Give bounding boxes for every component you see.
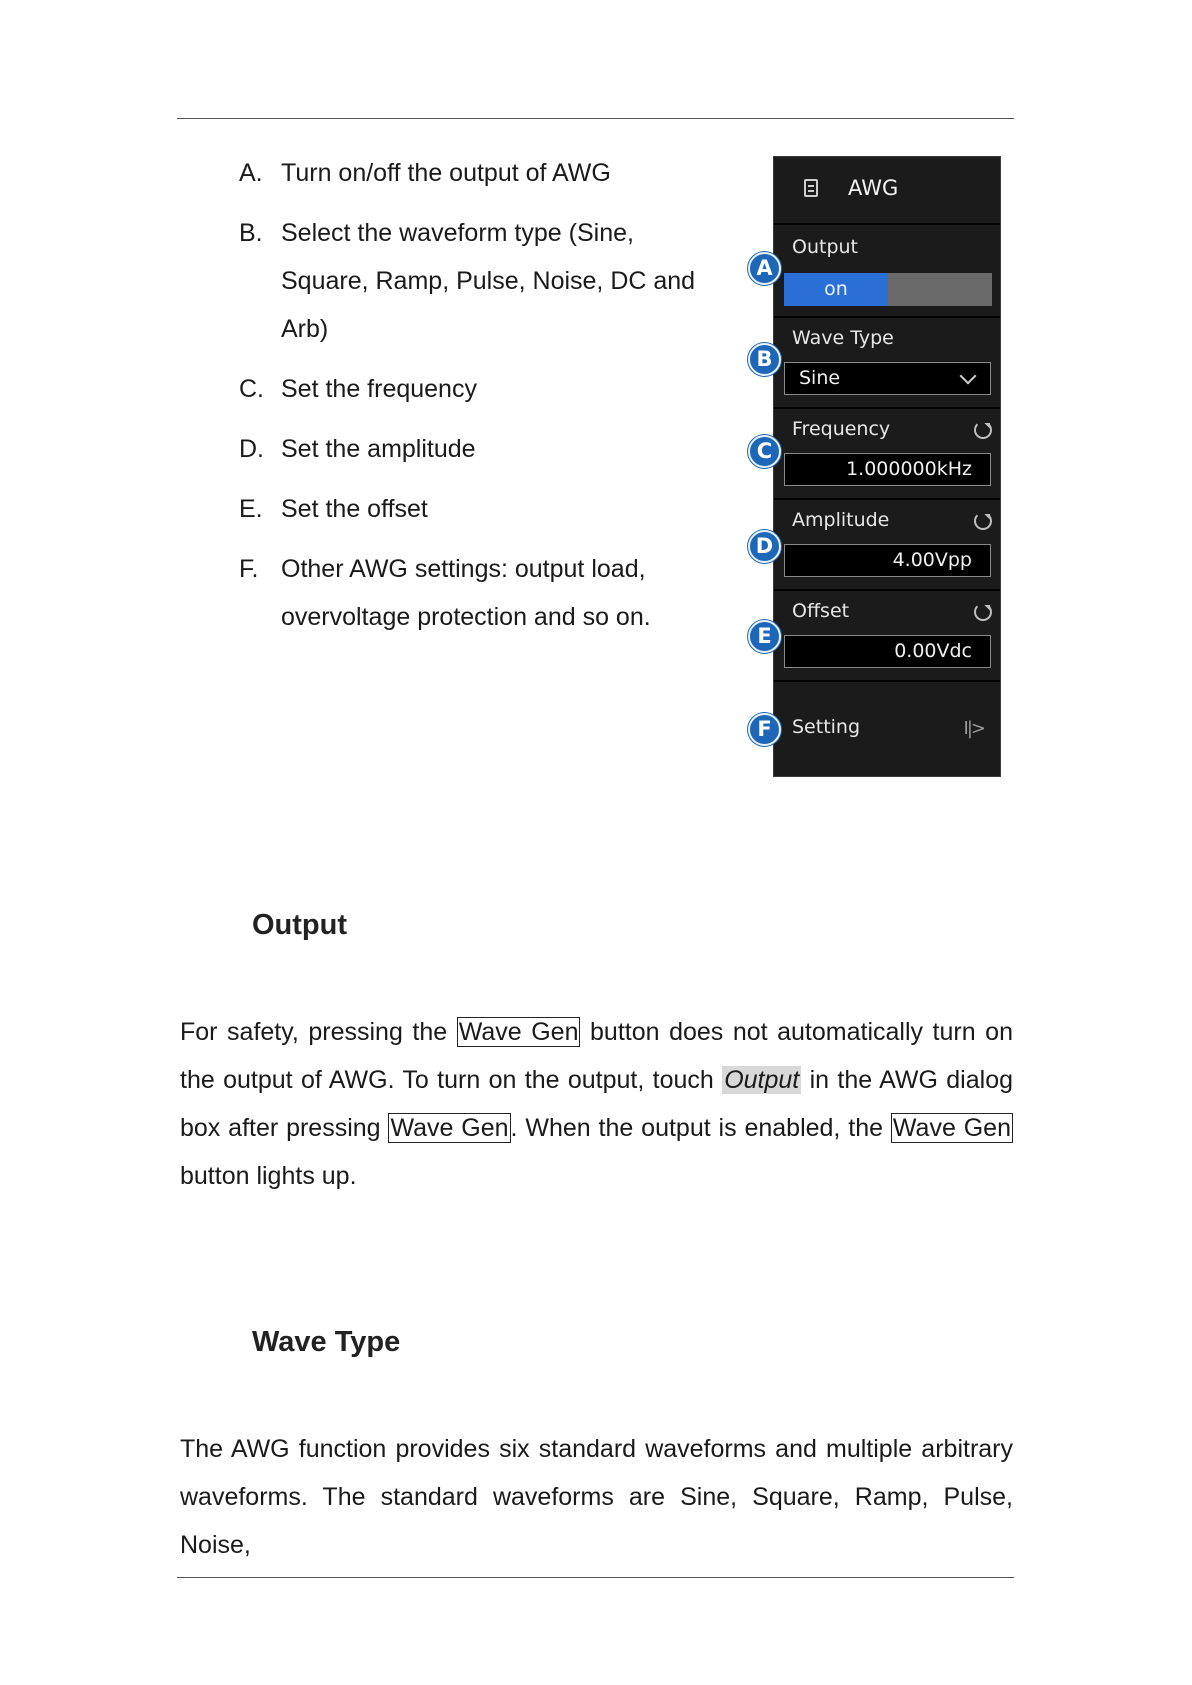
list-text: Turn on/off the output of AWG — [281, 159, 611, 187]
knob-rotate-icon — [974, 603, 992, 621]
list-letter: A. — [239, 159, 263, 187]
list-text: Set the offset — [281, 495, 428, 523]
amplitude-section — [774, 498, 1000, 591]
list-letter: C. — [239, 375, 264, 403]
wave-gen-key: Wave Gen — [390, 1114, 509, 1142]
list-text: Set the frequency — [281, 375, 477, 403]
offset-section — [774, 589, 1000, 682]
amplitude-label: Amplitude — [792, 509, 890, 531]
awg-dialog — [773, 156, 1001, 777]
frequency-input[interactable] — [784, 453, 991, 486]
offset-value: 0.00Vdc — [894, 640, 972, 662]
list-letter: F. — [239, 555, 259, 583]
offset-label: Offset — [792, 600, 850, 622]
wave-type-select[interactable] — [784, 362, 991, 395]
list-text: Other AWG settings: output load, overvoltage protection and so on. — [281, 555, 651, 631]
awg-dialog-header — [774, 157, 1000, 225]
list-letter: B. — [239, 219, 263, 247]
list-item-f — [239, 545, 699, 641]
list-item-b — [239, 209, 699, 353]
wave-type-heading: Wave Type — [252, 1326, 401, 1358]
output-label: Output — [792, 236, 858, 258]
output-paragraph — [180, 1008, 1013, 1200]
callout-a-badge: A — [748, 252, 781, 285]
callout-d-badge: D — [748, 530, 781, 563]
amplitude-input[interactable] — [784, 544, 991, 577]
output-soft-key: Output — [724, 1066, 800, 1094]
frequency-value: 1.000000kHz — [846, 458, 972, 480]
document-icon — [804, 179, 818, 197]
output-toggle-on: on — [784, 273, 888, 306]
callout-c-badge: C — [748, 435, 781, 468]
wave-gen-key: Wave Gen — [458, 1018, 579, 1046]
setting-item[interactable] — [774, 680, 1000, 773]
paragraph-text: . When the output is enabled, the — [510, 1114, 891, 1142]
callout-b-badge: B — [748, 343, 781, 376]
knob-rotate-icon — [974, 421, 992, 439]
awg-dialog-title: AWG — [848, 176, 899, 200]
list-item-a — [239, 149, 699, 197]
list-letter: D. — [239, 435, 264, 463]
frequency-section — [774, 407, 1000, 500]
submenu-arrow-icon: I|> — [963, 718, 984, 739]
offset-input[interactable] — [784, 635, 991, 668]
list-item-c — [239, 365, 699, 413]
wave-type-section — [774, 316, 1000, 409]
wave-gen-key: Wave Gen — [892, 1114, 1011, 1142]
output-heading: Output — [252, 909, 348, 941]
wave-type-label: Wave Type — [792, 327, 894, 349]
footer-rule — [177, 1577, 1014, 1578]
output-toggle[interactable] — [784, 273, 992, 306]
list-text: Set the amplitude — [281, 435, 476, 463]
knob-rotate-icon — [974, 512, 992, 530]
callout-f-badge: F — [748, 713, 781, 746]
list-text: Select the waveform type (Sine, Square, Ramp, Pulse, Noise, DC and Arb) — [281, 219, 696, 343]
paragraph-text: in the AWG dialog box after pressing — [180, 1066, 1013, 1142]
paragraph-text: button lights up. — [180, 1162, 357, 1190]
amplitude-value: 4.00Vpp — [892, 549, 972, 571]
list-item-d — [239, 425, 699, 473]
wave-type-paragraph: The AWG function provides six standard waveforms and multiple arbitrary waveforms. The standard waveforms are Sine, Square, Ramp, Pulse, Noise, — [180, 1435, 1013, 1559]
header-rule — [177, 118, 1014, 119]
frequency-label: Frequency — [792, 418, 891, 440]
setting-label: Setting — [792, 716, 861, 738]
list-item-e — [239, 485, 699, 533]
paragraph-text: button does not automatically turn on the output of AWG. To turn on the output, touch — [180, 1018, 1013, 1094]
paragraph-text: For safety, pressing the — [180, 1018, 457, 1046]
wave-type-value: Sine — [799, 367, 841, 389]
list-letter: E. — [239, 495, 263, 523]
chevron-down-icon — [960, 368, 977, 385]
output-section — [774, 225, 1000, 318]
callout-e-badge: E — [748, 620, 781, 653]
